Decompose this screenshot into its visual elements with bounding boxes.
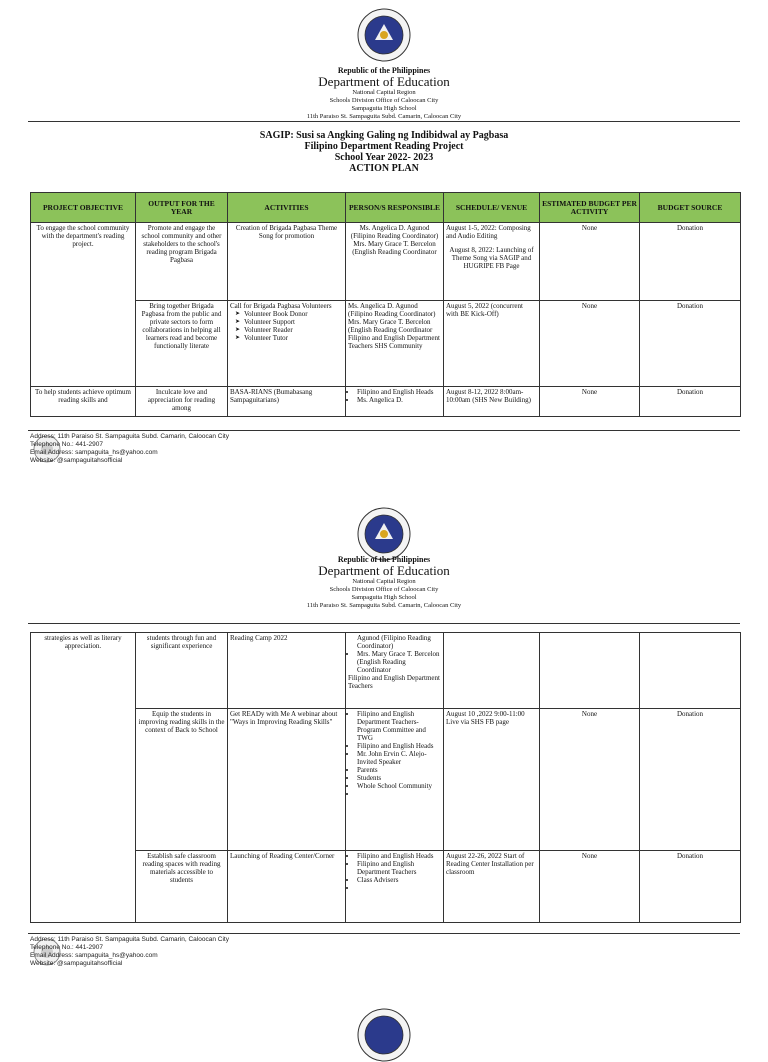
list-item: ➤ Volunteer Reader	[244, 326, 343, 334]
list-item: • Filipino and English Heads	[357, 388, 441, 396]
schedule-text: August 8, 2022: Launching of Theme Song via SAGIP and HUGRIPE FB Page	[449, 246, 534, 270]
activity-text: Call for Brigada Pagbasa Volunteers	[230, 302, 332, 310]
activity-cell: Creation of Brigada Pagbasa Theme Song for promotion	[228, 223, 346, 301]
schedule-cell: August 8-12, 2022 8:00am-10:00am (SHS New Building)	[444, 387, 540, 417]
schedule-cell	[444, 223, 540, 301]
list-item: • Students	[357, 774, 441, 782]
title-line-1: SAGIP: Susi sa Angking Galing ng Indibidwal ay Pagbasa	[259, 130, 509, 141]
objective-cell: strategies as well as literary appreciation.	[31, 633, 136, 923]
footer-divider	[28, 430, 740, 431]
deped-seal-icon	[357, 507, 411, 561]
table-row	[31, 387, 741, 417]
col-header: BUDGET SOURCE	[640, 193, 741, 223]
deped-seal-icon	[357, 1008, 411, 1062]
objective-cell: To engage the school community with the department's reading project.	[31, 223, 136, 387]
persons-list	[348, 852, 441, 892]
persons-list	[348, 388, 441, 404]
activity-cell: BASA-RIANS (Bumabasang Sampaguitarians)	[228, 387, 346, 417]
col-header: ESTIMATED BUDGET PER ACTIVITY	[540, 193, 640, 223]
table-header-row	[31, 193, 741, 223]
output-cell: Bring together Brigada Pagbasa from the public and private sectors to form collaborations in helping all learners read and become functionally literate	[136, 301, 228, 387]
letterhead	[0, 66, 768, 121]
activity-cell: Get READy with Me A webinar about "Ways in Improving Reading Skills"	[228, 709, 346, 851]
footer-email: Email Address: sampaguita_hs@yahoo.com	[30, 952, 158, 959]
output-cell: Equip the students in improving reading skills in the context of Back to School	[136, 709, 228, 851]
republic-line: Republic of the Philippines	[337, 66, 431, 75]
department-line: Department of Education	[318, 74, 450, 89]
footer-website: Website: @sampaguitahsofficial	[30, 457, 123, 464]
header-divider	[28, 623, 740, 624]
persons-cell: Ms. Angelica D. Agunod (Filipino Reading Coordinator) Mrs. Mary Grace T. Bercelon (English Reading Coordinator	[346, 223, 444, 301]
list-item: • Ms. Angelica D.	[357, 396, 441, 404]
table-row	[31, 851, 741, 923]
list-item: • Filipino and English Department Teachers- Program Committee and TWG	[357, 710, 441, 742]
table-row	[31, 709, 741, 851]
division-line: Schools Division Office of Caloocan City	[329, 586, 439, 593]
output-cell: students through fun and significant experience	[136, 633, 228, 709]
schedule-text: August 1-5, 2022: Composing and Audio Editing	[446, 224, 531, 240]
footer-telephone: Telephone No.: 441-2907	[30, 441, 104, 448]
list-item: • Class Advisers	[357, 876, 441, 884]
list-item: • Parents	[357, 766, 441, 774]
budget-cell: None	[540, 223, 640, 301]
footer-address: Address: 11th Paraiso St. Sampaguita Subd. Camarin, Caloocan City	[30, 936, 229, 943]
source-cell	[640, 633, 741, 709]
list-item: • Mrs. Mary Grace T. Bercelon (English Reading Coordinator	[357, 650, 441, 674]
footer-divider	[28, 933, 740, 934]
deped-seal-icon	[357, 8, 411, 62]
source-cell: Donation	[640, 851, 741, 923]
col-header: PROJECT OBJECTIVE	[31, 193, 136, 223]
budget-cell: None	[540, 851, 640, 923]
letterhead	[0, 555, 768, 610]
objective-cell: To help students achieve optimum reading skills and	[31, 387, 136, 417]
address-line: 11th Paraiso St. Sampaguita Subd. Camarin, Caloocan City	[306, 113, 462, 120]
action-plan-table-continued	[30, 632, 741, 923]
list-item: • Filipino and English Heads	[357, 852, 441, 860]
source-cell: Donation	[640, 301, 741, 387]
list-item: • Filipino and English Department Teachers	[357, 860, 441, 876]
list-item: • Filipino and English Heads	[357, 742, 441, 750]
footer-website: Website: @sampaguitahsofficial	[30, 960, 123, 967]
table-row	[31, 223, 741, 301]
budget-cell: None	[540, 301, 640, 387]
schedule-cell: August 5, 2022 (concurrent with BE Kick-Off)	[444, 301, 540, 387]
header-divider	[28, 121, 740, 122]
persons-cell	[346, 851, 444, 923]
output-cell: Inculcate love and appreciation for reading among	[136, 387, 228, 417]
activity-cell: Reading Camp 2022	[228, 633, 346, 709]
school-line: Sampaguita High School	[351, 594, 417, 601]
list-item: Agunod (Filipino Reading Coordinator)	[357, 634, 431, 650]
table-row	[31, 633, 741, 709]
schedule-cell	[444, 633, 540, 709]
document-title	[0, 130, 768, 174]
title-line-3: School Year 2022- 2023	[334, 152, 434, 163]
footer	[30, 936, 330, 968]
persons-list	[348, 634, 441, 674]
output-cell: Promote and engage the school community and other stakeholders to the school's reading program Brigada Pagbasa	[136, 223, 228, 301]
col-header: ACTIVITIES	[228, 193, 346, 223]
source-cell: Donation	[640, 709, 741, 851]
persons-text: Filipino and English Department Teachers	[348, 674, 440, 690]
list-item: ➤ Volunteer Support	[244, 318, 343, 326]
school-line: Sampaguita High School	[351, 105, 417, 112]
footer-telephone: Telephone No.: 441-2907	[30, 944, 104, 951]
persons-cell	[346, 387, 444, 417]
volunteer-list	[230, 310, 343, 342]
source-cell: Donation	[640, 387, 741, 417]
persons-cell	[346, 709, 444, 851]
list-item: • Whole School Community	[357, 782, 441, 790]
schedule-cell: August 10 ,2022 9:00-11:00 Live via SHS FB page	[444, 709, 540, 851]
address-line: 11th Paraiso St. Sampaguita Subd. Camarin, Caloocan City	[306, 602, 462, 609]
list-item	[357, 790, 441, 798]
budget-cell	[540, 633, 640, 709]
schedule-cell: August 22-26, 2022 Start of Reading Center Installation per classroom	[444, 851, 540, 923]
activity-cell	[228, 301, 346, 387]
budget-cell: None	[540, 709, 640, 851]
action-plan-table	[30, 192, 741, 417]
footer-email: Email Address: sampaguita_hs@yahoo.com	[30, 449, 158, 456]
division-line: Schools Division Office of Caloocan City	[329, 97, 439, 104]
title-line-2: Filipino Department Reading Project	[304, 141, 464, 152]
list-item	[357, 884, 441, 892]
source-cell: Donation	[640, 223, 741, 301]
persons-cell	[346, 633, 444, 709]
title-line-4: ACTION PLAN	[349, 163, 419, 174]
region-line: National Capital Region	[352, 578, 416, 585]
list-item: ➤ Volunteer Book Donor	[244, 310, 343, 318]
activity-cell: Launching of Reading Center/Corner	[228, 851, 346, 923]
list-item: ➤ Volunteer Tutor	[244, 334, 343, 342]
persons-cell: Ms. Angelica D. Agunod (Filipino Reading Coordinator) Mrs. Mary Grace T. Bercelon (English Reading Coordinator Filipino and English Department Teachers SHS Community	[346, 301, 444, 387]
republic-line: Republic of the Philippines	[337, 555, 431, 564]
region-line: National Capital Region	[352, 89, 416, 96]
output-cell: Establish safe classroom reading spaces with reading materials accessible to students	[136, 851, 228, 923]
footer	[30, 433, 330, 465]
budget-cell: None	[540, 387, 640, 417]
footer-address: Address: 11th Paraiso St. Sampaguita Subd. Camarin, Caloocan City	[30, 433, 229, 440]
col-header: PERSON/S RESPONSIBLE	[346, 193, 444, 223]
col-header: SCHEDULE/ VENUE	[444, 193, 540, 223]
list-item: • Mr. John Ervin C. Alejo- Invited Speaker	[357, 750, 441, 766]
persons-list	[348, 710, 441, 798]
department-line: Department of Education	[318, 563, 450, 578]
table-row	[31, 301, 741, 387]
col-header: OUTPUT FOR THE YEAR	[136, 193, 228, 223]
